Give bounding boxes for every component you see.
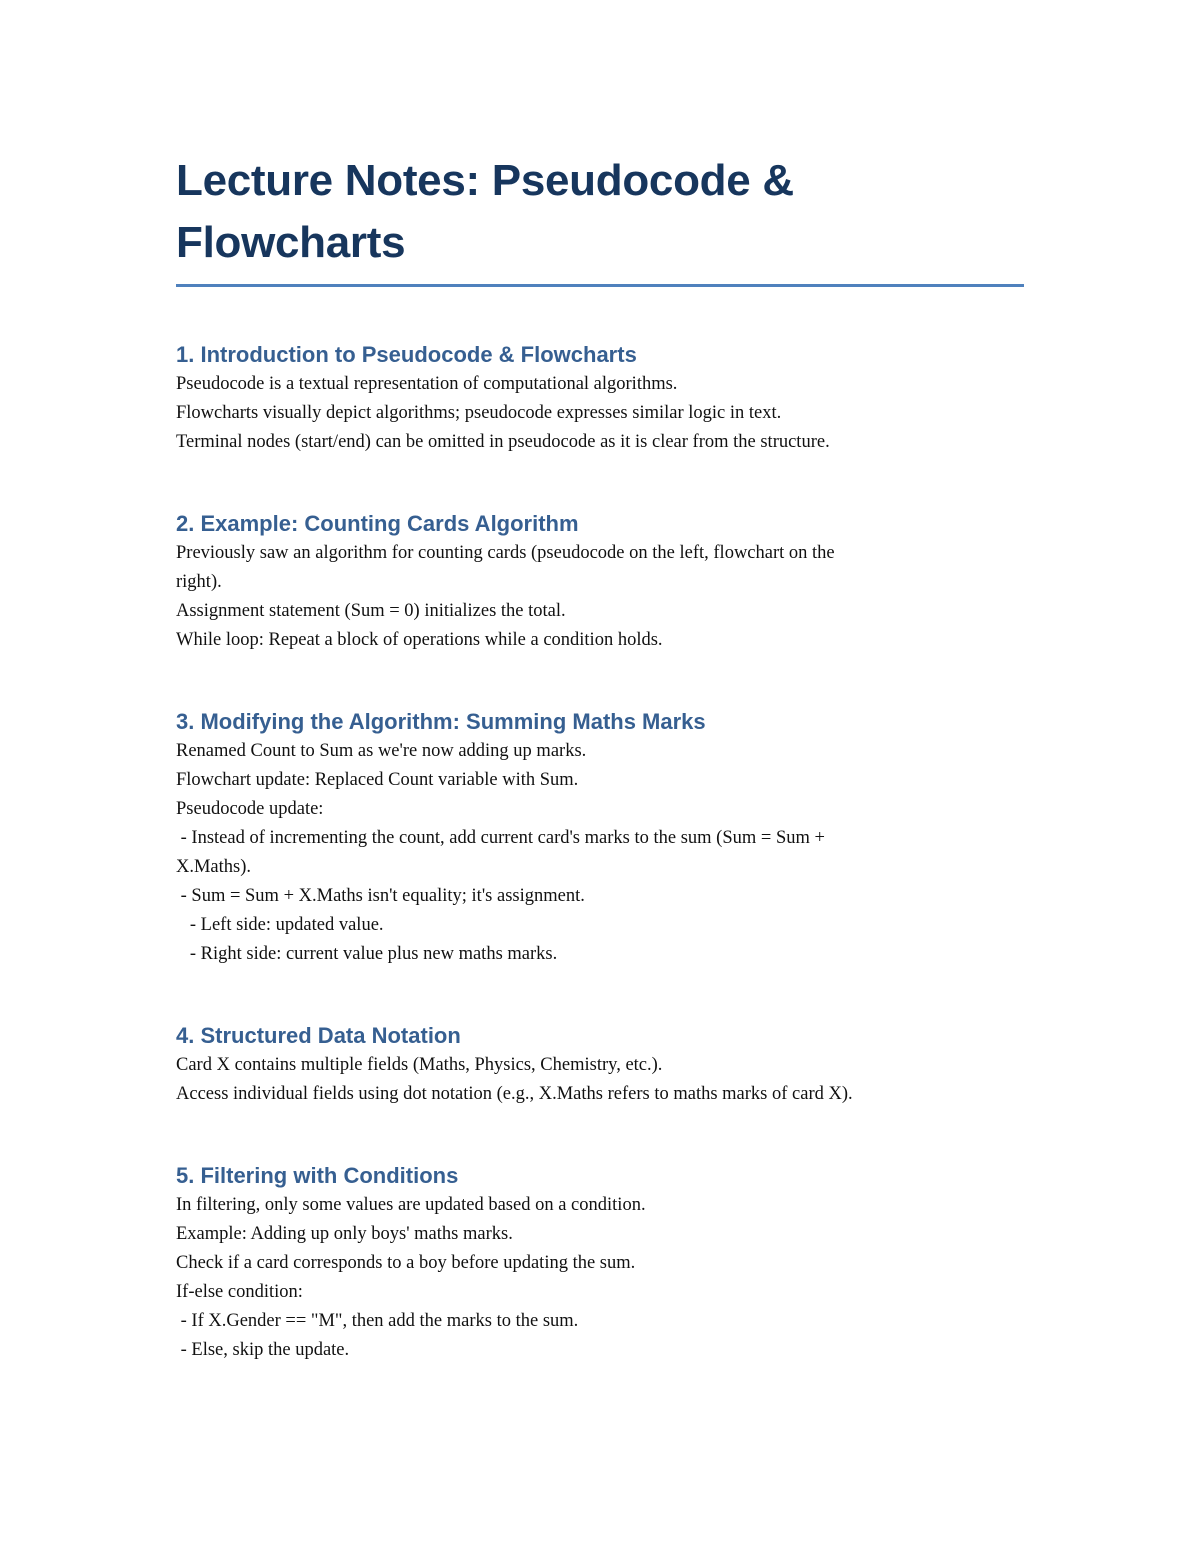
section-heading: 4. Structured Data Notation (176, 1023, 461, 1048)
body-line: - If X.Gender == "M", then add the marks to the sum. (176, 1311, 579, 1331)
body-line: right). (176, 572, 222, 592)
section-spacer (176, 969, 1024, 1021)
section-heading: 5. Filtering with Conditions (176, 1163, 459, 1188)
body-line: Renamed Count to Sum as we're now adding up marks. (176, 741, 587, 761)
body-line: Flowcharts visually depict algorithms; pseudocode expresses similar logic in text. (176, 403, 782, 423)
document-title-line-2: Flowcharts (176, 218, 406, 267)
body-line: Assignment statement (Sum = 0) initializes the total. (176, 601, 566, 621)
document-page (176, 150, 1024, 1365)
document-title-line-1: Lecture Notes: Pseudocode & (176, 156, 794, 205)
body-line: - Left side: updated value. (176, 915, 384, 935)
body-line: Pseudocode is a textual representation of computational algorithms. (176, 374, 678, 394)
section-heading: 2. Example: Counting Cards Algorithm (176, 511, 579, 536)
section-spacer (176, 457, 1024, 509)
sections-container (176, 287, 1024, 1365)
body-line: X.Maths). (176, 857, 252, 877)
body-line: While loop: Repeat a block of operations while a condition holds. (176, 630, 663, 650)
body-line: Previously saw an algorithm for counting cards (pseudocode on the left, flowchart on the (176, 543, 835, 563)
body-line: - Instead of incrementing the count, add current card's marks to the sum (Sum = Sum + (176, 828, 825, 848)
section-heading: 3. Modifying the Algorithm: Summing Maths Marks (176, 709, 706, 734)
section-spacer (176, 287, 1024, 340)
section-3 (176, 707, 1024, 969)
section-5 (176, 1161, 1024, 1365)
body-line: Example: Adding up only boys' maths marks. (176, 1224, 513, 1244)
section-2 (176, 509, 1024, 655)
body-line: - Right side: current value plus new maths marks. (176, 944, 558, 964)
body-line: If-else condition: (176, 1282, 303, 1302)
body-line: Pseudocode update: (176, 799, 324, 819)
body-line: - Else, skip the update. (176, 1340, 350, 1360)
body-line: Card X contains multiple fields (Maths, Physics, Chemistry, etc.). (176, 1055, 663, 1075)
body-line: - Sum = Sum + X.Maths isn't equality; it's assignment. (176, 886, 585, 906)
section-heading: 1. Introduction to Pseudocode & Flowcharts (176, 342, 637, 367)
body-line: Flowchart update: Replaced Count variable with Sum. (176, 770, 579, 790)
body-line: Check if a card corresponds to a boy before updating the sum. (176, 1253, 636, 1273)
section-spacer (176, 655, 1024, 707)
section-4 (176, 1021, 1024, 1109)
section-1 (176, 340, 1024, 457)
section-spacer (176, 1109, 1024, 1161)
body-line: In filtering, only some values are updated based on a condition. (176, 1195, 646, 1215)
body-line: Access individual fields using dot notation (e.g., X.Maths refers to maths marks of card X). (176, 1084, 853, 1104)
document-title (176, 150, 1024, 284)
body-line: Terminal nodes (start/end) can be omitted in pseudocode as it is clear from the structure. (176, 432, 830, 452)
